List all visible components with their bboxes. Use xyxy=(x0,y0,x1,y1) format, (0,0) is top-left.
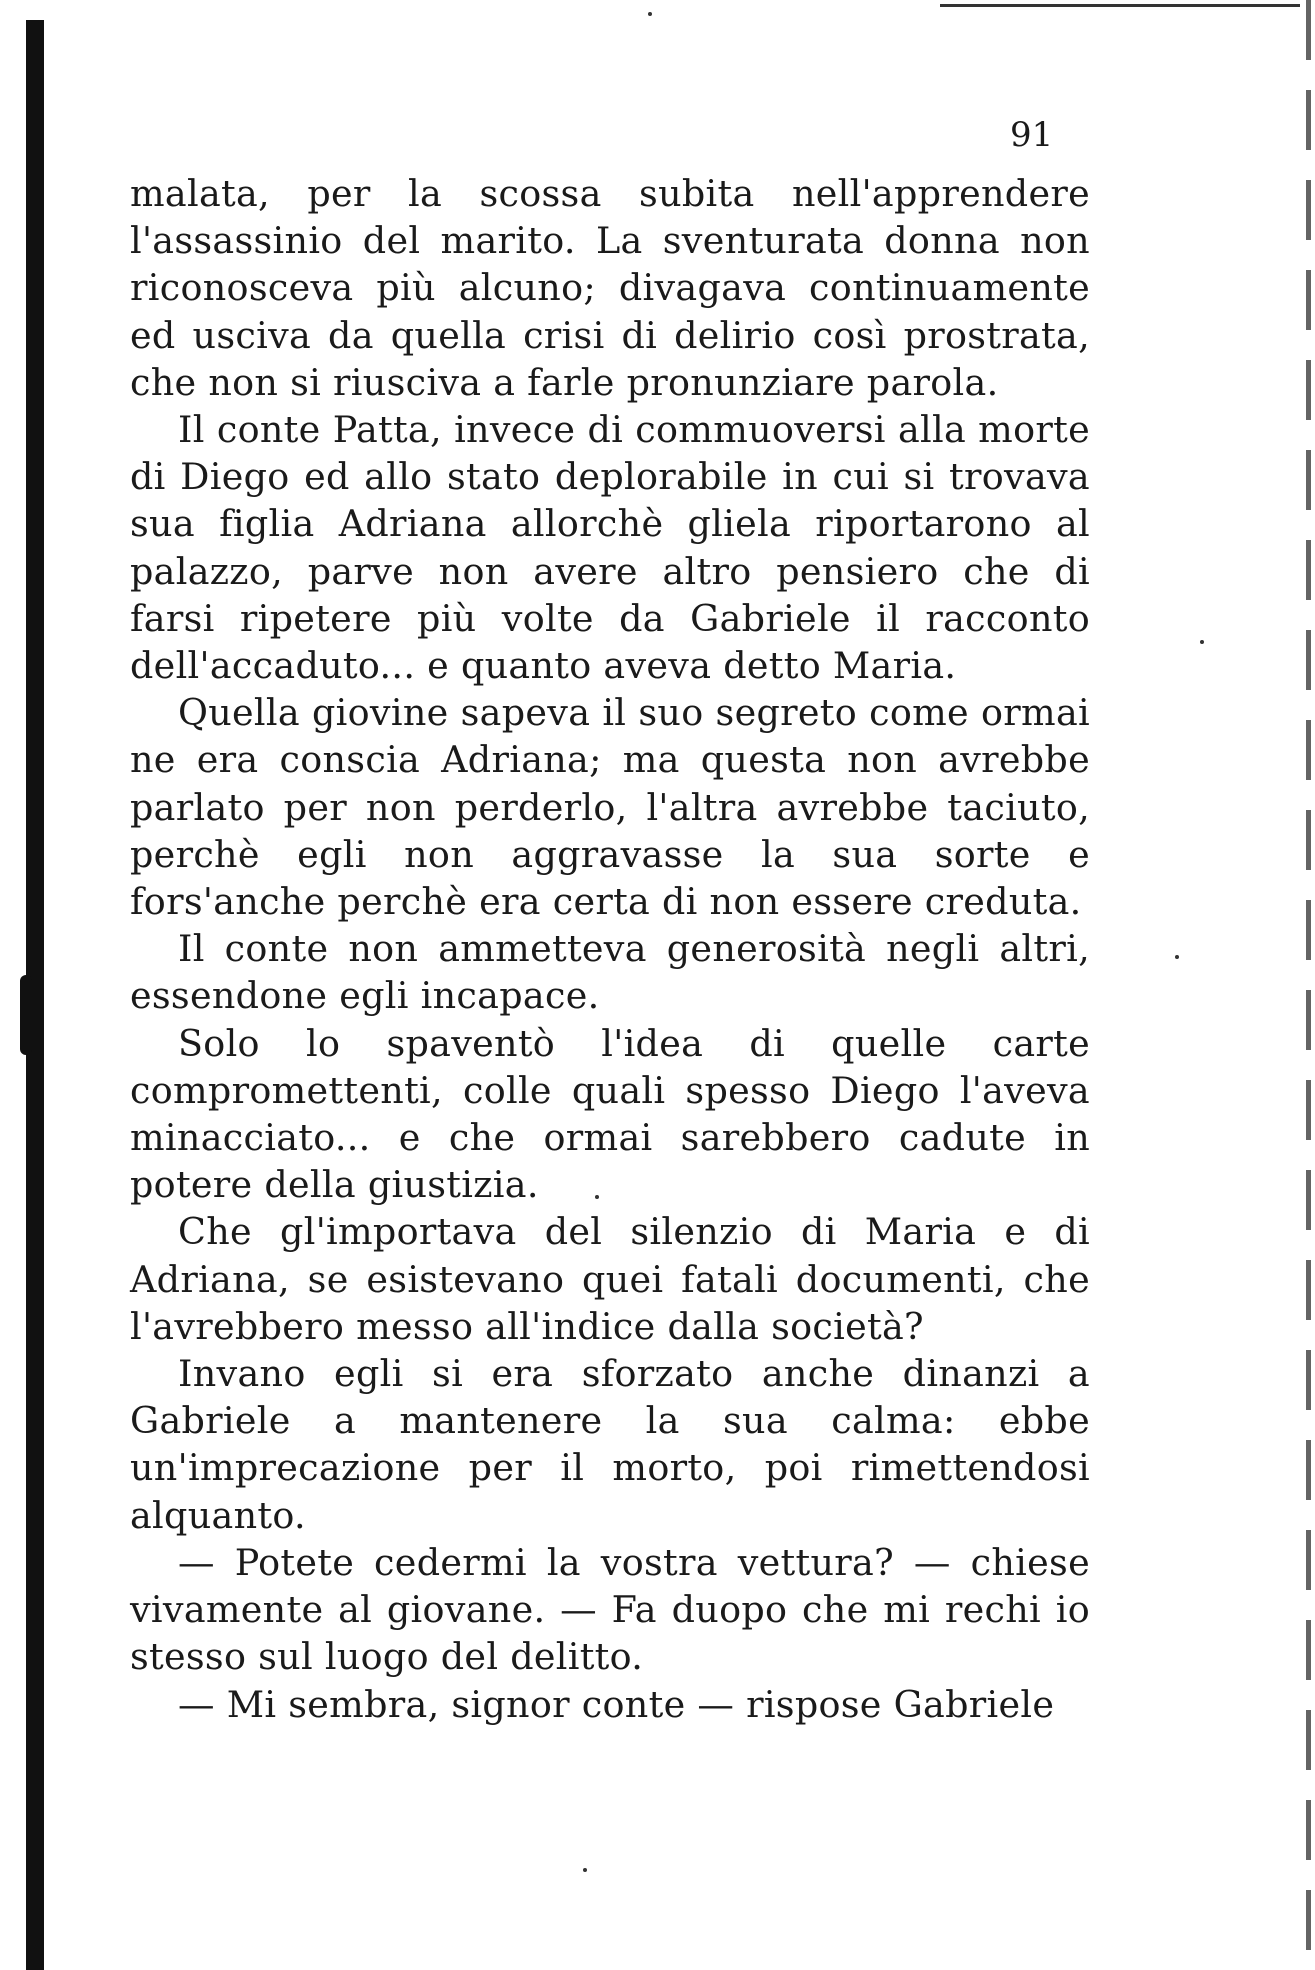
paragraph: Il conte non ammetteva generosità negli altri, essendone egli incapace. xyxy=(130,927,1090,1018)
scan-speck xyxy=(648,12,652,16)
body-text xyxy=(130,170,1090,1728)
paragraph: Quella giovine sapeva il suo segreto come ormai ne era conscia Adriana; ma questa non avrebbe parlato per non perderlo, l'altra avrebbe taciuto, perchè egli non aggravasse la sua sorte e fors'anche perchè era certa di non essere creduta. xyxy=(130,691,1090,924)
paragraph: malata, per la scossa subita nell'apprendere l'assassinio del marito. La sventurata donna non riconosceva più alcuno; divagava continuamente ed usciva da quella crisi di delirio così prostrata, che non si riusciva a farle pronunziare parola. xyxy=(130,172,1090,404)
binding-notch xyxy=(20,975,32,1055)
paragraph: — Mi sembra, signor conte — rispose Gabriele xyxy=(178,1682,1055,1726)
scan-artifact-line xyxy=(940,4,1300,7)
paragraph: Invano egli si era sforzato anche dinanzi a Gabriele a mantenere la sua calma: ebbe un'imprecazione per il morto, poi rimettendosi alquanto. xyxy=(130,1352,1090,1537)
page-right-edge xyxy=(1306,0,1311,1970)
paragraph: Solo lo spaventò l'idea di quelle carte compromettenti, colle quali spesso Diego l'aveva minacciato... e che ormai sarebbero cadute in potere della giustizia. xyxy=(130,1021,1090,1207)
scan-speck xyxy=(1200,640,1204,644)
paragraph: Il conte Patta, invece di commuoversi alla morte di Diego ed allo stato deplorabile in cui si trovava sua figlia Adriana allorchè gliela riportarono al palazzo, parve non avere altro pensiero che di farsi ripetere più volte da Gabriele il racconto dell'accaduto... e quanto aveva detto Maria. xyxy=(130,408,1090,688)
scan-speck xyxy=(583,1868,587,1872)
paragraph: — Potete cedermi la vostra vettura? — chiese vivamente al giovane. — Fa duopo che mi rechi io stesso sul luogo del delitto. xyxy=(130,1540,1090,1679)
page-number: 91 xyxy=(1010,115,1054,155)
scan-speck xyxy=(1175,955,1179,959)
paragraph: Che gl'importava del silenzio di Maria e di Adriana, se esistevano quei fatali documenti, che l'avrebbero messo all'indice dalla società? xyxy=(130,1210,1090,1348)
